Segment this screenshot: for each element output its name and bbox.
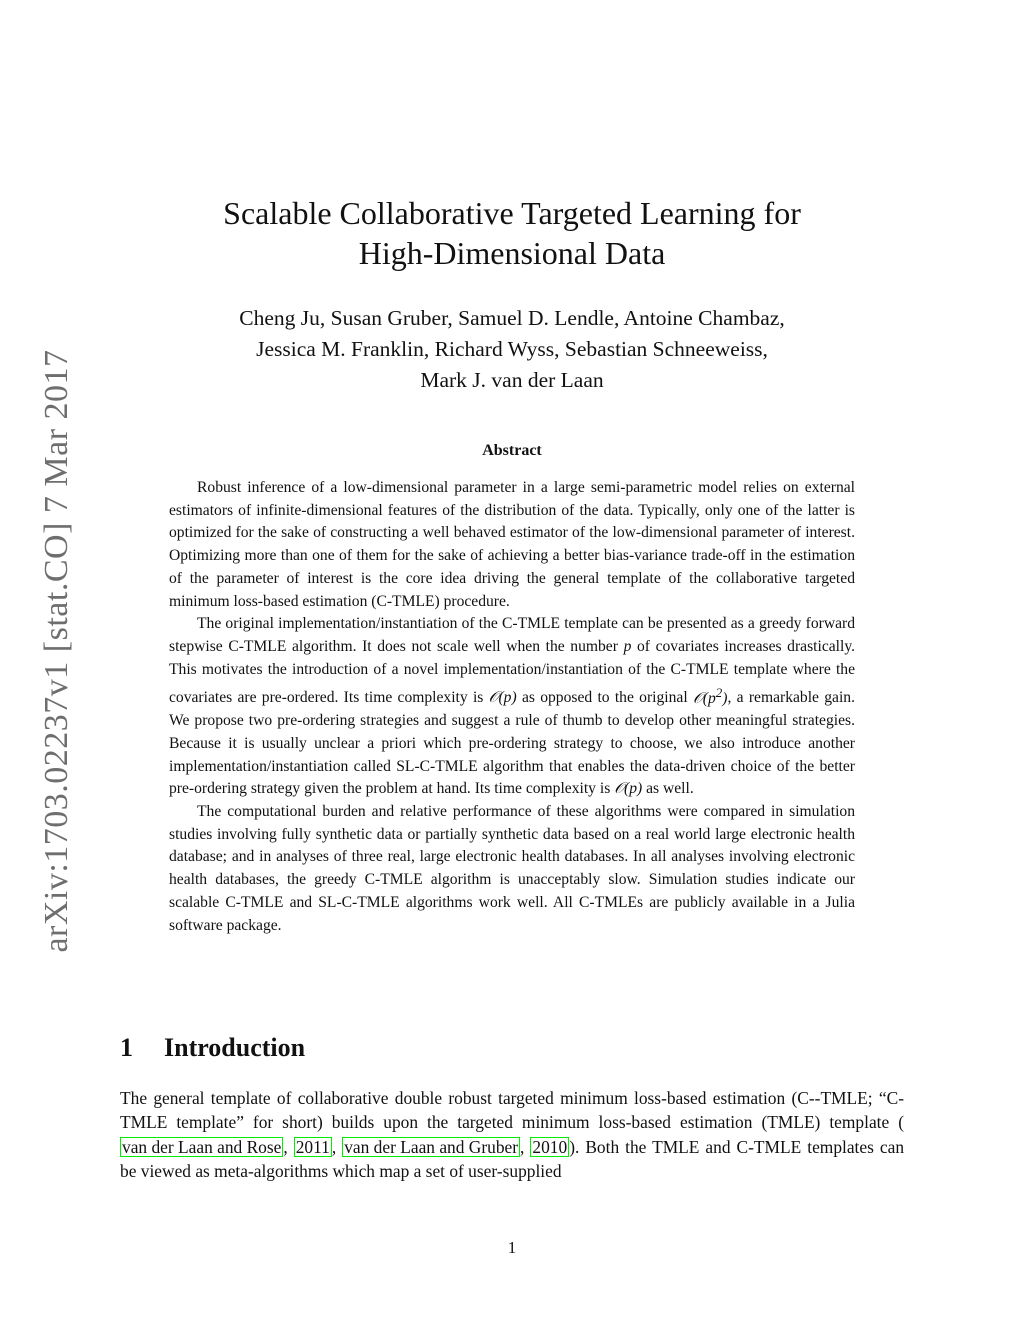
math-complexity: 𝒪(p) <box>614 780 643 798</box>
citation-year-link[interactable]: 2011 <box>295 1136 330 1157</box>
math-run: 𝒪(p <box>692 689 716 707</box>
citation-year-link[interactable]: 2010 <box>532 1136 568 1157</box>
math-run: ) <box>722 689 728 707</box>
math-superscript: 2 <box>715 684 723 700</box>
arxiv-identifier-stamp: arXiv:1703.02237v1 [stat.CO] 7 Mar 2017 <box>38 349 75 953</box>
abstract-paragraph: Robust inference of a low-dimensional parameter in a large semi-parametric model relies on external estimators of infinite-dimensional features of the distribution of the data. Typically, only one of the latter is optimized for the sake of constructing a well behaved estimator of the low-dimensional parameter of interest. Optimizing more than one of them for the sake of achieving a better bias-variance trade-off in the estimation of the parameter of interest is the core idea driving the general template of the collaborative targeted minimum loss-based estimation (C-TMLE) procedure. <box>169 479 855 610</box>
text-run: , a remarkable gain. We propose two pre-ordering strategies and suggest a rule of thumb to develop other meaningful strategies. Because it is usually unclear a priori which pre-ordering strategy to choose, we also introduce another implementation/instantiation called SL-C-TMLE algorithm that enables the data-driven choice of the better pre-ordering strategy given the problem at hand. Its time complexity is <box>169 689 855 798</box>
section-heading <box>120 1033 305 1063</box>
author-line: Jessica M. Franklin, Richard Wyss, Sebastian Schneeweiss, <box>256 337 768 361</box>
math-complexity: 𝒪(p) <box>488 689 517 707</box>
section-title: Introduction <box>164 1033 306 1062</box>
author-line: Mark J. van der Laan <box>420 368 604 392</box>
title-line: High-Dimensional Data <box>358 235 666 271</box>
text-run: The original implementation/instantiation of the C-TMLE template can be presented as a greedy forward stepwise C-TMLE algorithm. It does not scale well when the number <box>169 615 855 655</box>
abstract-body <box>169 477 855 937</box>
text-run: of covariates increases drastically. This motivates the introduction of a novel implementation/instantiation of the C-TMLE template where the covariates are pre-ordered. Its time complexity is <box>169 637 856 707</box>
citation-link[interactable]: van der Laan and Gruber <box>344 1136 519 1157</box>
section-number: 1 <box>120 1033 133 1062</box>
title-line: Scalable Collaborative Targeted Learning for <box>223 195 801 231</box>
text-run: ). Both the TMLE and C-TMLE templates can be viewed as meta-algorithms which map a set of user-supplied <box>120 1136 905 1182</box>
page-number: 1 <box>507 1238 517 1257</box>
text-run: The general template of collaborative double robust targeted minimum loss-based estimation (C--TMLE; “C-TMLE template” for short) builds upon the targeted minimum loss-based estimation (TMLE) template ( <box>120 1088 904 1133</box>
text-run: as well. <box>646 780 694 798</box>
text-run: as opposed to the original <box>521 689 688 707</box>
introduction-body <box>120 1086 904 1184</box>
math-complexity <box>692 684 728 707</box>
abstract-paragraph: The computational burden and relative performance of these algorithms were compared in simulation studies involving fully synthetic data or partially synthetic data based on a real world large electronic health database; and in analyses of three real, large electronic health databases. In all analyses involving electronic health databases, the greedy C-TMLE algorithm is unacceptably slow. Simulation studies indicate our scalable C-TMLE and SL-C-TMLE algorithms work well. All C-TMLEs are publicly available in a Julia software package. <box>169 803 855 934</box>
introduction-paragraph <box>120 1086 904 1184</box>
abstract-paragraph <box>169 613 855 801</box>
text-run: , <box>520 1136 531 1157</box>
paper-title <box>150 193 874 273</box>
author-list <box>150 303 874 396</box>
abstract-heading: Abstract <box>482 442 542 459</box>
text-run: , <box>331 1136 343 1157</box>
text-run: , <box>283 1136 294 1157</box>
author-line: Cheng Ju, Susan Gruber, Samuel D. Lendle, Antoine Chambaz, <box>239 306 785 330</box>
math-variable: p <box>623 637 632 655</box>
citation-link[interactable]: van der Laan and Rose <box>122 1136 282 1157</box>
